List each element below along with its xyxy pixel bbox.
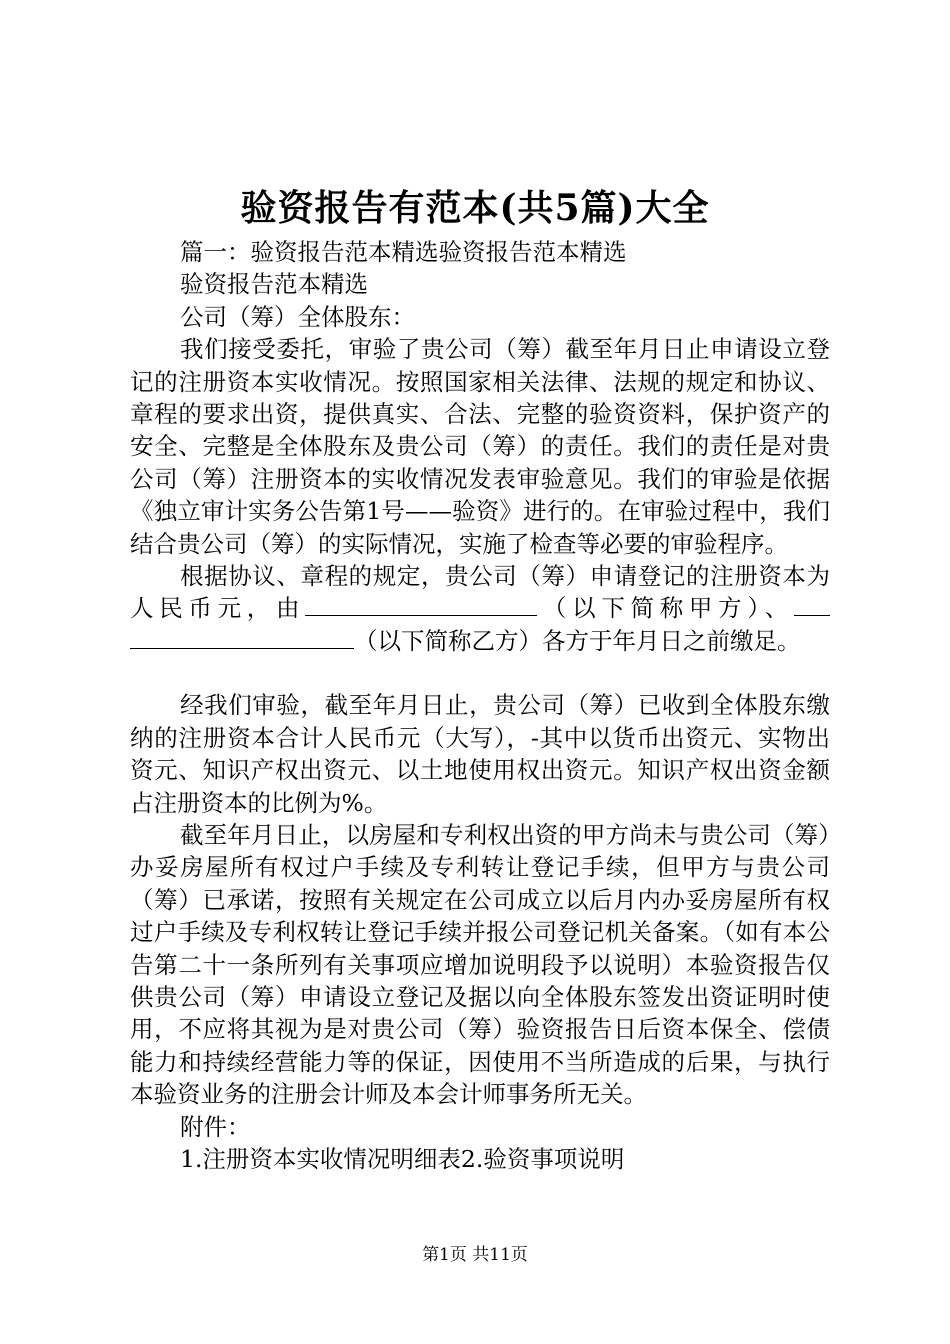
blank-line-party-a bbox=[305, 597, 537, 616]
paragraph-2-mid: （以下简称甲方）、 bbox=[537, 594, 794, 623]
page-footer: 第1页 共11页 bbox=[422, 1245, 528, 1265]
document-body bbox=[130, 236, 830, 1175]
paragraph-1: 我们接受委托，审验了贵公司（筹）截至年月日止申请设立登记的注册资本实收情况。按照国家相关法律、法规的规定和协议、章程的要求出资，提供真实、合法、完整的验资资料，保护资产的安全、完整是全体股东及贵公司（筹）的责任。我们的责任是对贵公司（筹）注册资本的实收情况发表审验意见。我们的审验是依据《独立审计实务公告第1号——验资》进行的。在审验过程中，我们结合贵公司（筹）的实际情况，实施了检查等必要的审验程序。 bbox=[130, 335, 830, 558]
paragraph-4: 截至年月日止，以房屋和专利权出资的甲方尚未与贵公司（筹）办妥房屋所有权过户手续及专利转让登记手续，但甲方与贵公司（筹）已承诺，按照有关规定在公司成立以后月内办妥房屋所有权过户手续及专利权转让登记手续并报公司登记机关备案。（如有本公告第二十一条所列有关事项应增加说明段予以说明）本验资报告仅供贵公司（筹）申请设立登记及据以向全体股东签发出资证明时使用，不应将其视为是对贵公司（筹）验资报告日后资本保全、偿债能力和持续经营能力等的保证，因使用不当所造成的后果，与执行本验资业务的注册会计师及本会计师事务所无关。 bbox=[130, 820, 830, 1109]
paragraph-2-end: （以下简称乙方）各方于年月日之前缴足。 bbox=[354, 626, 801, 655]
paragraph-2-start: 根据协议、章程的规定，贵公司（筹）申请登记的注册资本为人民币元，由 bbox=[130, 562, 830, 623]
blank-line-party-b-a bbox=[794, 597, 830, 616]
paragraph-2 bbox=[130, 560, 830, 657]
paragraph-3: 经我们审验，截至年月日止，贵公司（筹）已收到全体股东缴纳的注册资本合计人民币元（大写），-其中以货币出资元、实物出资元、知识产权出资元、以土地使用权出资元。知识产权出资金额占注册资本的比例为%。 bbox=[130, 691, 830, 817]
section-heading: 篇一：验资报告范本精选验资报告范本精选 bbox=[180, 238, 627, 266]
attachments-list: 1.注册资本实收情况明细表2.验资事项说明 bbox=[180, 1144, 625, 1173]
paragraph-spacer bbox=[130, 657, 830, 689]
document-title: 验资报告有范本(共5篇)大全 bbox=[240, 187, 710, 229]
subheading: 验资报告范本精选 bbox=[180, 270, 368, 299]
salutation: 公司（筹）全体股东： bbox=[180, 302, 415, 331]
attachments-label: 附件： bbox=[180, 1112, 251, 1141]
blank-line-party-b-b bbox=[130, 630, 354, 649]
